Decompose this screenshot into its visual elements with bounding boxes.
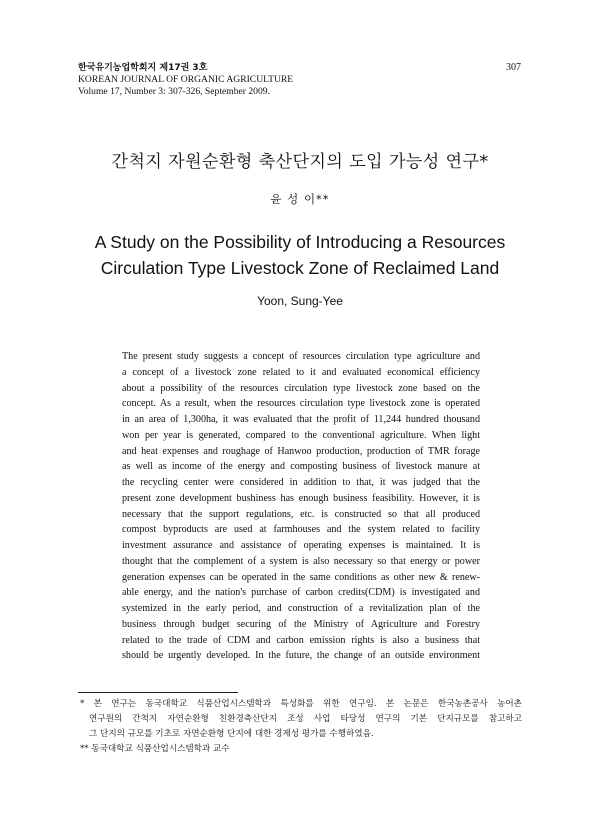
- title-english: [0, 229, 600, 281]
- title-english-line: Circulation Type Livestock Zone of Reclaimed Land: [100, 258, 500, 278]
- abstract-line: systemized in the early period, and construction of a revitalization plan of the: [122, 603, 480, 614]
- abstract-line: as well as income of the energy and composting business of livestock manure at: [122, 461, 480, 473]
- abstract-line: the recycling center were considered in addition to that, it was judged that the: [122, 477, 480, 488]
- abstract-line: compost byproducts are used at farmhouses and the system related to facility: [122, 524, 480, 536]
- footnote-line: * 본 연구는 동국대학교 식품산업시스템학과 특성화를 위한 연구임. 본 논문은 한국농촌공사 농어촌: [80, 699, 522, 709]
- abstract-line: in an area of 1,300ha, it was evaluated that the profit of 11,244 hundred thousand: [122, 414, 480, 425]
- footnote-line: 연구원의 간척지 자연순환형 친환경축산단지 조성 사업 타당성 연구의 기본 단지규모를 참고하고: [89, 714, 522, 724]
- abstract-line: The present study suggests a concept of resources circulation type agriculture and: [122, 351, 480, 362]
- abstract-line: won per year is generated, compared to the conventional agriculture. When light: [122, 429, 480, 441]
- abstract-line: should be urgently developed. In the future, the change of an outside environment: [122, 650, 480, 662]
- author-korean: 윤 성 이**: [270, 192, 330, 206]
- author-english: Yoon, Sung-Yee: [257, 294, 343, 308]
- abstract-line: necessary that the support regulations, etc. is constructed so that all produced: [122, 508, 480, 520]
- abstract-line: and heat expenses and roughage of Hanwoo production, production of TMR forage: [122, 445, 480, 457]
- abstract-line: business through budget securing of the Ministry of Agriculture and Forestry: [122, 618, 480, 630]
- footnote-divider: [78, 692, 238, 693]
- abstract-line: investment assurance and assistance of operating expenses is maintained. It is: [122, 540, 480, 551]
- footnote-author-affiliation: ** 동국대학교 식품산업시스템학과 교수: [80, 744, 230, 754]
- title-english-line: A Study on the Possibility of Introducing a Resources: [94, 232, 506, 252]
- abstract-line: about a possibility of the resources circulation type livestock zone based on the: [122, 382, 480, 394]
- abstract-line: thought that the complement of a system is also necessary so that energy or power: [122, 555, 480, 567]
- page-number: 307: [506, 62, 521, 73]
- journal-volume: Volume 17, Number 3: 307-326, September 2009.: [78, 86, 270, 97]
- journal-name-korean: 한국유기농업학회지 제17권 3호: [78, 63, 208, 73]
- abstract-line: a concept of a livestock zone related to it and evaluated economical efficiency: [122, 366, 480, 378]
- abstract-line: concept. As a result, when the resources circulation type livestock zone is operated: [122, 398, 480, 410]
- abstract-line: present zone development bushiness has enough business feasibility. However, it is: [122, 492, 480, 504]
- abstract: [122, 349, 480, 664]
- journal-header: [78, 62, 293, 98]
- footnotes: [80, 697, 522, 757]
- abstract-line: generation expenses can be operated in the same conditions as other new & renew-: [122, 571, 480, 583]
- abstract-line: related to the trade of CDM and carbon emission rights is also a business that: [122, 634, 480, 646]
- title-korean: 간척지 자원순환형 축산단지의 도입 가능성 연구*: [111, 152, 489, 172]
- footnote-line: 그 단지의 규모를 기초로 자연순환형 단지에 대한 경제성 평가를 수행하였음.: [89, 729, 374, 739]
- abstract-line: able energy, and the nation's purchase of carbon credits(CDM) is investigated and: [122, 587, 480, 599]
- journal-name-english: KOREAN JOURNAL OF ORGANIC AGRICULTURE: [78, 74, 294, 85]
